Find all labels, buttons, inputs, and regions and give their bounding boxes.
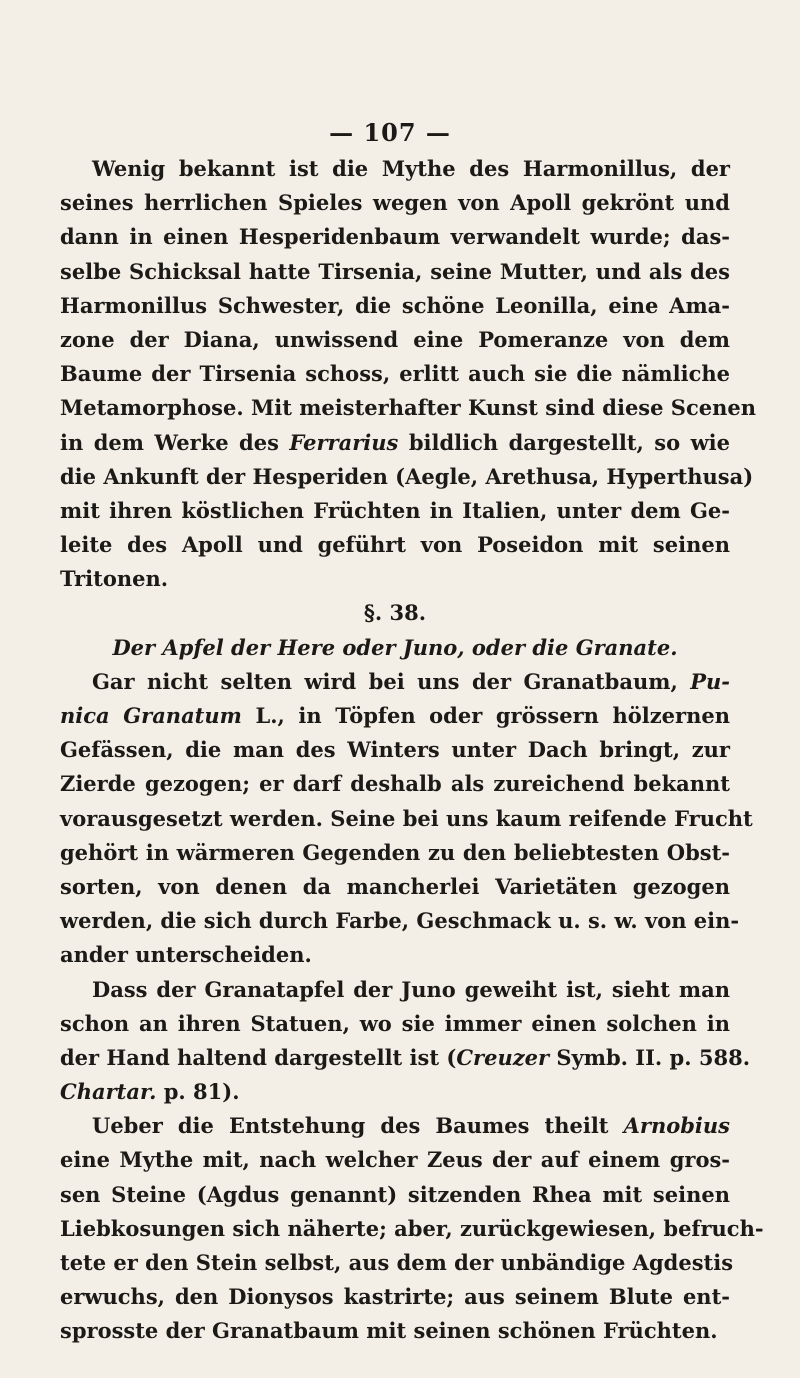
text-line (60, 1280, 730, 1314)
text-line (60, 323, 730, 357)
text-line (60, 836, 730, 870)
section-heading (60, 631, 730, 665)
text-segment: zone der Diana, unwissend eine Pomeranze von dem (60, 326, 730, 352)
text-segment: vorausgesetzt werden. Seine bei uns kaum reifende Frucht (60, 805, 753, 831)
text-line (60, 562, 730, 596)
text-segment: tete er den Stein selbst, aus dem der unbändige Agdestis (60, 1250, 734, 1275)
text-segment: bildlich dargestellt, so wie (398, 429, 730, 455)
text-segment: Gar nicht selten wird bei uns der Granatbaum, (92, 668, 691, 694)
italic-text: Creuzer (456, 1044, 550, 1070)
text-segment: mit ihren köstlichen Früchten in Italien, unter dem Ge- (60, 497, 730, 523)
text-segment: sprosste der Granatbaum mit seinen schönen Früchten. (60, 1318, 718, 1344)
text-segment: p. 81). (156, 1079, 240, 1105)
text-line (60, 426, 730, 460)
italic-text: Ferrarius (289, 429, 399, 455)
text-line (60, 494, 730, 528)
text-segment: sen Steine (Agdus genannt) sitzenden Rhea mit seinen (60, 1181, 730, 1207)
text-segment: werden, die sich durch Farbe, Geschmack u. s. w. von ein- (60, 908, 740, 934)
italic-text: Chartar. (60, 1079, 157, 1105)
text-line (60, 1143, 730, 1177)
text-segment: Gefässen, die man des Winters unter Dach bringt, zur (60, 737, 730, 763)
text-line (60, 1246, 734, 1280)
text-segment: Liebkosungen sich näherte; aber, zurückgewiesen, befruch- (60, 1215, 764, 1241)
text-line (60, 1109, 730, 1143)
text-line (60, 186, 730, 220)
text-line (60, 391, 757, 425)
text-segment: Symb. II. p. 588. (549, 1044, 751, 1070)
text-line (60, 973, 730, 1007)
text-line (60, 357, 730, 391)
text-line (60, 152, 730, 186)
page-number: — 107 — (329, 118, 451, 147)
section-number (60, 596, 730, 630)
text-segment: Metamorphose. Mit meisterhafter Kunst sind diese Scenen (60, 395, 757, 421)
text-segment: L., in Töpfen oder grössern hölzernen (241, 703, 730, 728)
text-line (60, 1075, 730, 1109)
text-line (60, 1007, 730, 1041)
italic-text: nica Granatum (60, 703, 242, 728)
text-segment: die Ankunft der Hesperiden (Aegle, Arethusa, Hyperthusa) (60, 463, 754, 489)
text-segment: in dem Werke des (60, 429, 290, 455)
text-line (60, 460, 754, 494)
text-line (60, 699, 730, 733)
text-segment: Der Apfel der Here oder Juno, oder die Granate. (112, 634, 678, 660)
text-line (60, 665, 730, 699)
text-segment: erwuchs, den Dionysos kastrirte; aus seinem Blute ent- (60, 1284, 730, 1310)
text-segment: ander unterscheiden. (60, 942, 312, 968)
text-segment: selbe Schicksal hatte Tirsenia, seine Mutter, und als des (60, 258, 730, 284)
text-segment: Dass der Granatapfel der Juno geweiht ist, sieht man (92, 976, 730, 1002)
italic-text: Arnobius (623, 1113, 730, 1139)
text-line (60, 802, 753, 836)
text-segment: sorten, von denen da mancherlei Varietäten gezogen (60, 873, 730, 899)
text-line (60, 255, 730, 289)
text-segment: Wenig bekannt ist die Mythe des Harmonillus, der (92, 156, 730, 181)
text-segment: Harmonillus Schwester, die schöne Leonilla, eine Ama- (60, 292, 730, 318)
text-line (60, 528, 730, 562)
text-segment: dann in einen Hesperidenbaum verwandelt wurde; das- (60, 224, 730, 250)
text-segment: Ueber die Entstehung des Baumes theilt (92, 1113, 624, 1139)
italic-text: Pu- (690, 668, 730, 694)
text-segment: leite des Apoll und geführt von Poseidon mit seinen (60, 532, 730, 558)
text-segment: seines herrlichen Spieles wegen von Apoll gekrönt und (60, 190, 730, 216)
text-segment: eine Mythe mit, nach welcher Zeus der auf einem gros- (60, 1147, 730, 1173)
text-line (60, 870, 730, 904)
text-segment: gehört in wärmeren Gegenden zu den beliebtesten Obst- (60, 839, 730, 865)
text-segment: Tritonen. (60, 566, 169, 592)
text-line (60, 220, 730, 254)
text-segment: §. 38. (363, 600, 427, 626)
text-line (60, 733, 730, 767)
text-segment: der Hand haltend dargestellt ist ( (60, 1044, 457, 1070)
text-line (60, 1041, 751, 1075)
text-line (60, 1314, 730, 1348)
text-segment: schon an ihren Statuen, wo sie immer einen solchen in (60, 1010, 730, 1036)
text-line (60, 1178, 730, 1212)
text-segment: Zierde gezogen; er darf deshalb als zureichend bekannt (60, 771, 730, 797)
text-line (60, 938, 730, 972)
text-line (60, 289, 730, 323)
text-line (60, 904, 740, 938)
text-segment: Baume der Tirsenia schoss, erlitt auch sie die nämliche (60, 361, 730, 387)
text-line (60, 1212, 764, 1246)
text-line (60, 767, 730, 801)
body-text (60, 152, 764, 1349)
